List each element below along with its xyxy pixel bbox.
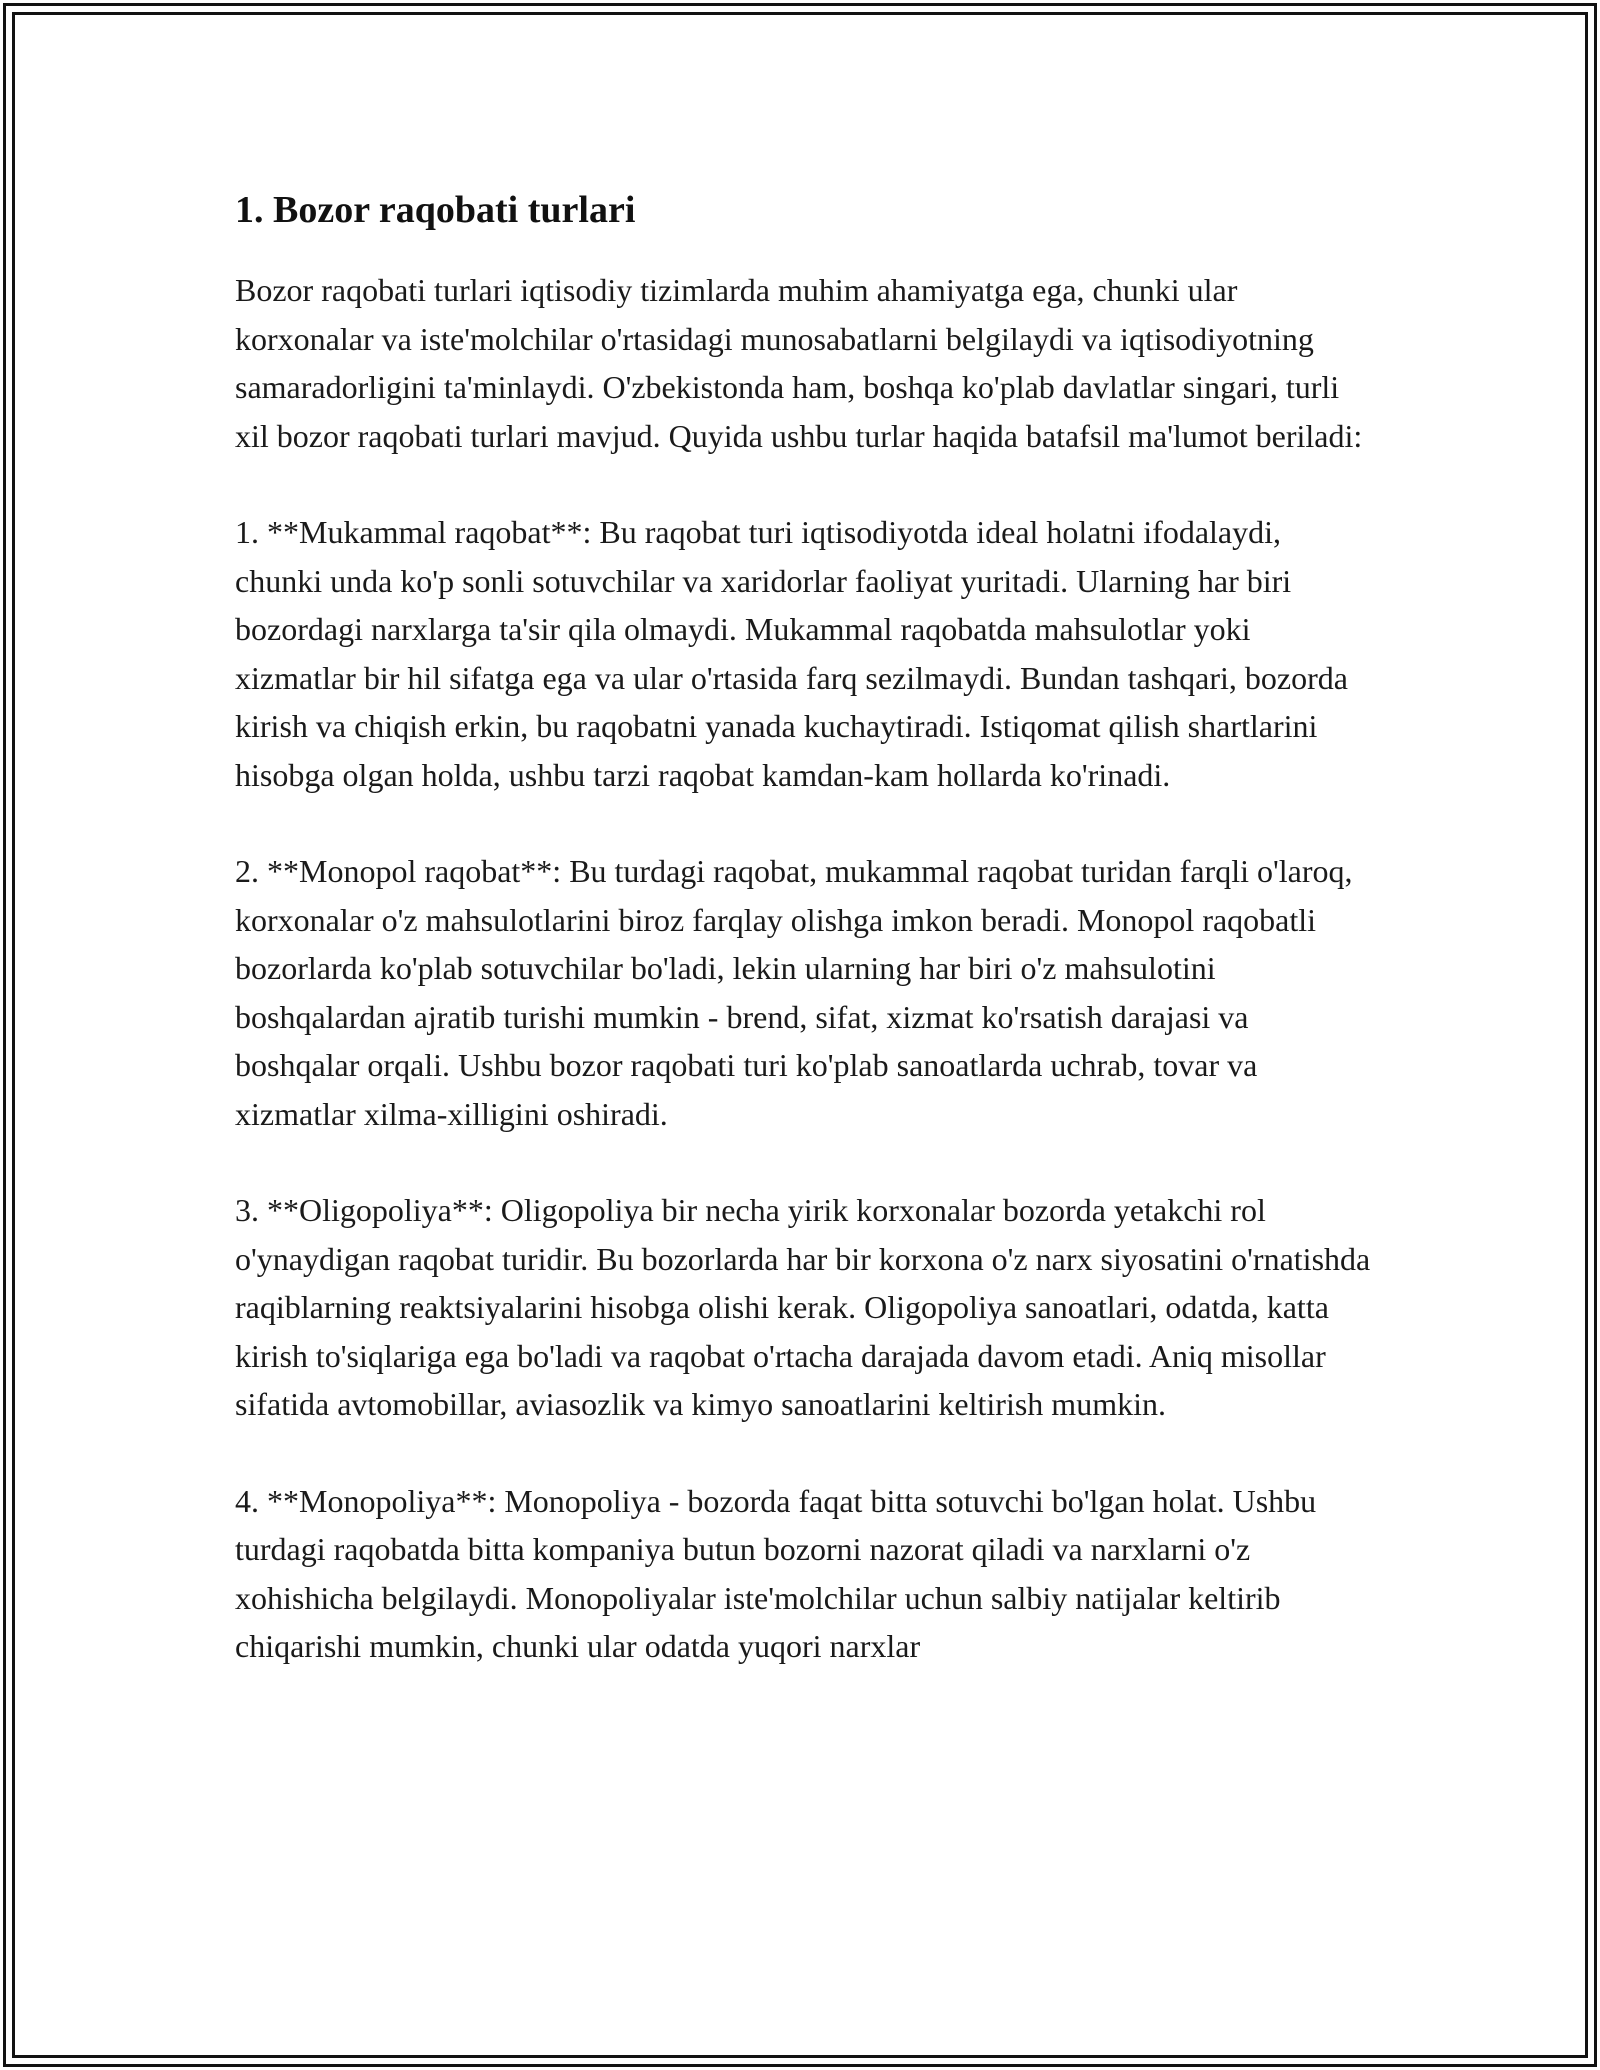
paragraph-mukammal-raqobat: 1. **Mukammal raqobat**: Bu raqobat turi iqtisodiyotda ideal holatni ifodalaydi, chunki unda ko'p sonli sotuvchilar va xaridorlar faoliyat yuritadi. Ularning har biri bozordagi narxlarga ta'sir qila olmaydi. Mukammal raqobatda mahsulotlar yoki xizmatlar bir hil sifatga ega va ular o'rtasida farq sezilmaydi. Bundan tashqari, bozorda kirish va chiqish erkin, bu raqobatni yanada kuchaytiradi. Istiqomat qilish shartlarini hisobga olgan holda, ushbu tarzi raqobat kamdan-kam hollarda ko'rinadi. — [235, 514, 1348, 793]
paragraph-oligopoliya: 3. **Oligopoliya**: Oligopoliya bir necha yirik korxonalar bozorda yetakchi rol o'ynaydigan raqobat turidir. Bu bozorlarda har bir korxona o'z narx siyosatini o'rnatishda raqiblarning reaktsiyalarini hisobga olishi kerak. Oligopoliya sanoatlari, odatda, katta kirish to'siqlariga ega bo'ladi va raqobat o'rtacha darajada davom etadi. Aniq misollar sifatida avtomobillar, aviasozlik va kimyo sanoatlarini keltirish mumkin. — [235, 1192, 1371, 1422]
document-title: 1. Bozor raqobati turlari — [235, 189, 636, 231]
paragraph-intro: Bozor raqobati turlari iqtisodiy tizimlarda muhim ahamiyatga ega, chunki ular korxonalar va iste'molchilar o'rtasidagi munosabatlarni belgilaydi va iqtisodiyotning samaradorligini ta'minlaydi. O'zbekistonda ham, boshqa ko'plab davlatlar singari, turli xil bozor raqobati turlari mavjud. Quyida ushbu turlar haqida batafsil ma'lumot beriladi: — [235, 272, 1363, 454]
paragraph-monopol-raqobat: 2. **Monopol raqobat**: Bu turdagi raqobat, mukammal raqobat turidan farqli o'laroq, korxonalar o'z mahsulotlarini biroz farqlay olishga imkon beradi. Monopol raqobatli bozorlarda ko'plab sotuvchilar bo'ladi, lekin ularning har biri o'z mahsulotini boshqalardan ajratib turishi mumkin - brend, sifat, xizmat ko'rsatish darajasi va boshqalar orqali. Ushbu bozor raqobati turi ko'plab sanoatlarda uchrab, tovar va xizmatlar xilma-xilligini oshiradi. — [235, 853, 1353, 1132]
paragraph-monopoliya: 4. **Monopoliya**: Monopoliya - bozorda faqat bitta sotuvchi bo'lgan holat. Ushbu turdagi raqobatda bitta kompaniya butun bozorni nazorat qiladi va narxlarni o'z xohishicha belgilaydi. Monopoliyalar iste'molchilar uchun salbiy natijalar keltirib chiqarishi mumkin, chunki ular odatda yuqori narxlar — [235, 1482, 1317, 1664]
document-body — [235, 186, 1375, 1719]
